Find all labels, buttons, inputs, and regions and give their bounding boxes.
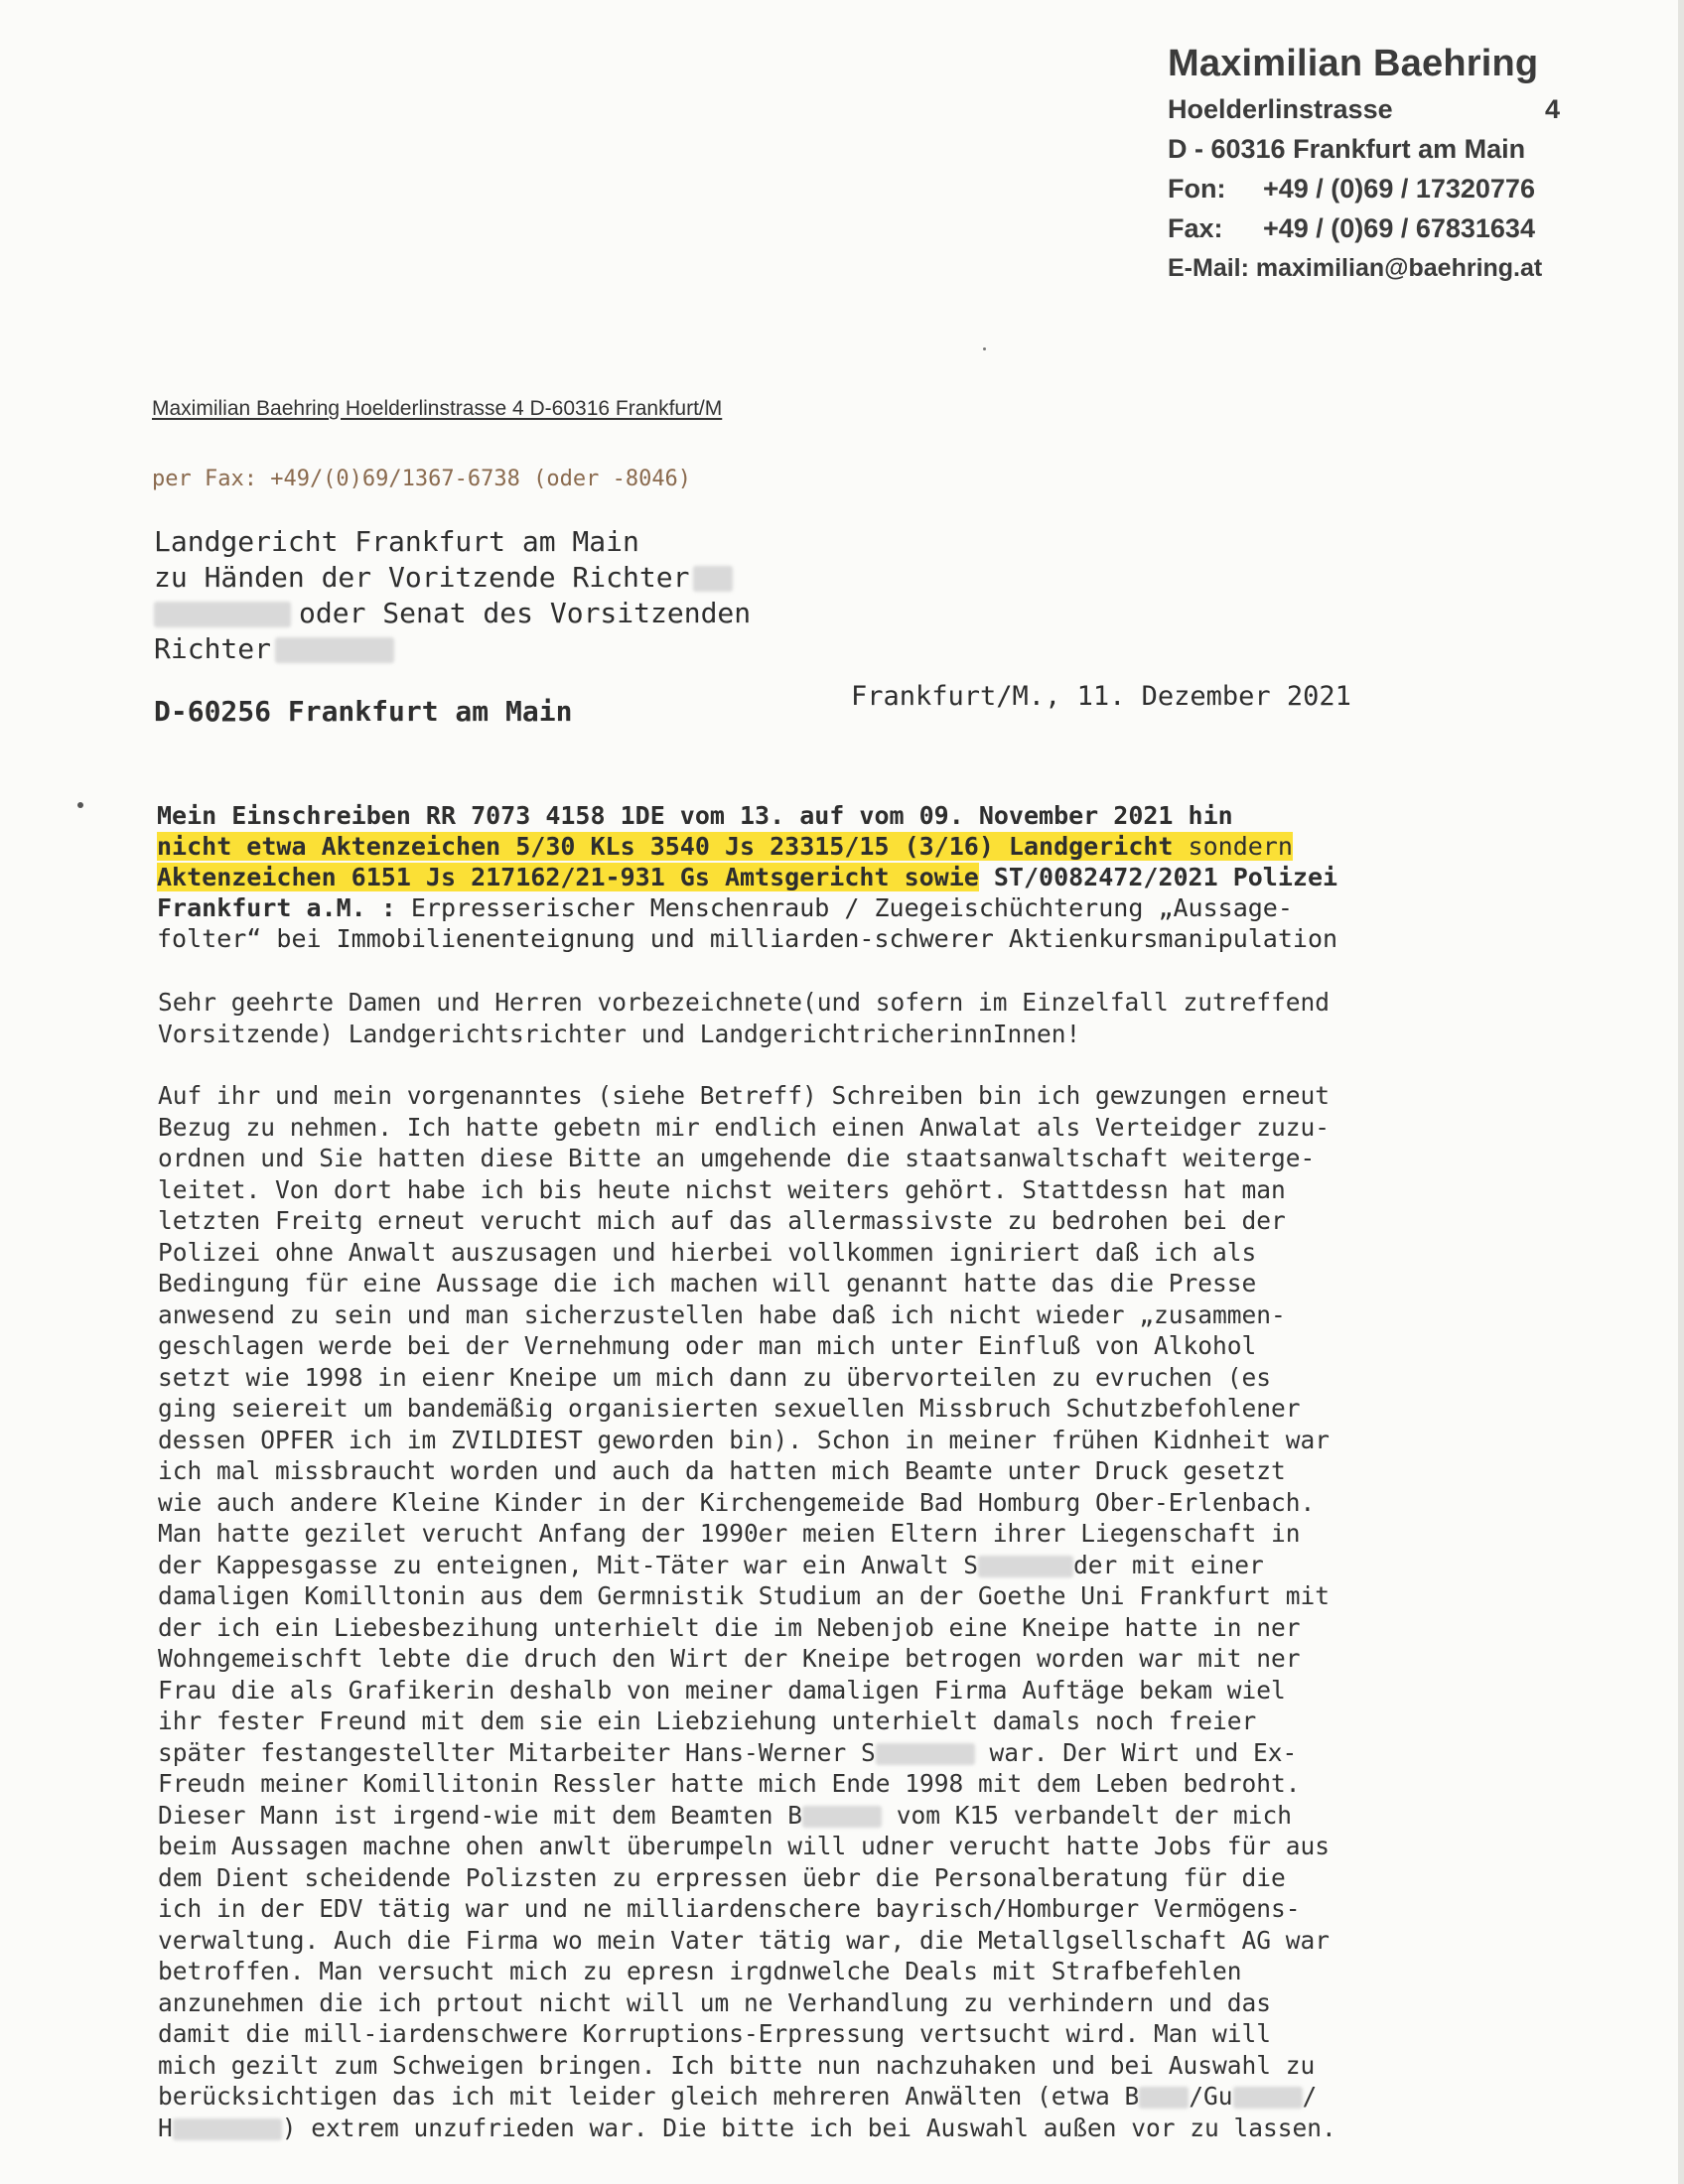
redacted-name bbox=[693, 566, 733, 592]
sender-line: Maximilian Baehring Hoelderlinstrasse 4 D-60316 Frankfurt/M bbox=[152, 397, 723, 420]
recipient-line-2-text: zu Händen der Voritzende Richter bbox=[154, 561, 690, 594]
body-line: mich gezilt zum Schweigen bringen. Ich bitte nun nachzuhaken und bei Auswahl zu bbox=[158, 2050, 1316, 2080]
body-line: Polizei ohne Anwalt auszusagen und hierbei vollkommen igniriert daß ich als bbox=[158, 1237, 1257, 1267]
redacted-name bbox=[978, 1556, 1073, 1577]
body-text: war. Der Wirt und Ex- bbox=[974, 1737, 1298, 1767]
body-text: Dieser Mann ist irgend-wie mit dem Beamten B bbox=[158, 1800, 803, 1830]
redacted-name bbox=[275, 637, 394, 663]
body-line: anwesend zu sein und man sicherzustellen habe daß ich nicht wieder „zusammen- bbox=[158, 1299, 1286, 1329]
body-line: ordnen und Sie hatten diese Bitte an umgehende die staatsanwaltschaft weiterge- bbox=[158, 1144, 1316, 1172]
letterhead-house-number: 4 bbox=[1544, 94, 1560, 124]
body-line bbox=[158, 1550, 1498, 1581]
body-line bbox=[158, 1800, 1498, 1832]
recipient-line-4-text: Richter bbox=[154, 632, 272, 665]
body-line: Freudn meiner Komillitonin Ressler hatte mich Ende 1998 mit dem Leben bedroht. bbox=[158, 1769, 1301, 1798]
body-line: geschlagen werde bei der Vernehmung oder man mich unter Einfluß von Alkohol bbox=[158, 1331, 1257, 1360]
redacted-name bbox=[802, 1806, 882, 1828]
subject-line-4-tail: Erpresserischer Menschenraub / Zuegeischüchterung „Aussage- bbox=[395, 893, 1293, 922]
paragraph-gap bbox=[158, 1049, 1498, 1080]
letterhead-fax: +49 / (0)69 / 67831634 bbox=[1263, 213, 1535, 243]
body-text: / bbox=[1302, 2082, 1318, 2111]
fax-line: per Fax: +49/(0)69/1367-6738 (oder -8046) bbox=[152, 467, 692, 491]
subject-block bbox=[157, 800, 1487, 954]
redacted-name bbox=[1233, 2087, 1303, 2109]
body-line: beim Aussagen machne ohen anwlt überumpeln will udner veruсht hatte Jobs für aus bbox=[158, 1832, 1331, 1860]
letterhead-email: E-Mail: maximilian@baehring.at bbox=[1168, 254, 1543, 282]
body-line: Man hatte gezilet veruсht Anfang der 1990er meien Eltern ihrer Liegenschaft in bbox=[158, 1519, 1301, 1548]
recipient-city: D-60256 Frankfurt am Main bbox=[154, 695, 573, 728]
letter-body bbox=[158, 987, 1498, 2143]
body-line: betroffen. Man versucht mich zu epresn irgdnwelche Deals mit Strafbefehlen bbox=[158, 1957, 1242, 1985]
recipient-line-3-text: oder Senat des Vorsitzenden bbox=[299, 597, 752, 629]
letterhead-fon: +49 / (0)69 / 17320776 bbox=[1263, 174, 1535, 204]
body-line: letzten Freitg erneut veruсht mich auf das allermassivste zu bedrohen bei der bbox=[158, 1206, 1286, 1235]
body-text: /Gu bbox=[1189, 2082, 1233, 2111]
letterhead-street-line bbox=[1168, 89, 1560, 129]
body-line: ich mal missbraucht worden und auch da hatten mich Beamte unter Druck gesetzt bbox=[158, 1456, 1286, 1485]
recipient-line-4 bbox=[154, 631, 751, 667]
letterhead-street: Hoelderlinstrasse bbox=[1168, 94, 1393, 124]
redacted-name bbox=[173, 2118, 282, 2140]
redacted-name bbox=[876, 1743, 975, 1765]
body-line: ich in der EDV tätig war und ne milliardenschere bayrisch/Homburger Vermögens- bbox=[158, 1894, 1301, 1923]
letterhead bbox=[1168, 38, 1575, 288]
scan-edge bbox=[1678, 0, 1684, 2184]
letter-date: Frankfurt/M., 11. Dezember 2021 bbox=[851, 681, 1351, 712]
subject-highlight-2: Aktenzeichen 6151 Js 217162/21-931 Gs Amtsgericht sowie bbox=[157, 863, 979, 891]
body-line: damit die mill-iardenschwere Korruptions-Erpressung vertsucht wird. Man will bbox=[158, 2019, 1272, 2048]
subject-line-3 bbox=[157, 862, 1487, 892]
letterhead-fon-line bbox=[1168, 169, 1575, 208]
body-line: leitet. Von dort habe ich bis heute nichst weiters gehört. Stattdessn hat man bbox=[158, 1174, 1286, 1204]
subject-line-1: Mein Einschreiben RR 7073 4158 1DE vom 13. auf vom 09. November 2021 hin bbox=[157, 801, 1233, 830]
subject-line-4-head: Frankfurt a.M. : bbox=[157, 893, 396, 922]
salutation-line-1: Sehr geehrte Damen und Herren vorbezeichnete(und sofern im Einzelfall zutreffend bbox=[158, 988, 1331, 1017]
salutation-line-2: Vorsitzende) Landgerichtsrichter und LandgerichtricherinnInnen! bbox=[158, 1019, 1081, 1048]
body-line: wie auch andere Kleine Kinder in der Kirchengemeide Bad Homburg Ober-Erlenbach. bbox=[158, 1487, 1316, 1517]
scan-speck bbox=[77, 802, 83, 808]
redacted-name bbox=[154, 602, 291, 627]
scan-speck bbox=[983, 347, 986, 350]
body-line: anzunehmen die ich prtout nicht will um ne Verhandlung zu verhindern und das bbox=[158, 1987, 1272, 2017]
body-line: setzt wie 1998 in eienr Kneipe um mich dann zu übervorteilen zu evruchen (es bbox=[158, 1362, 1272, 1392]
body-text: der mit einer bbox=[1073, 1550, 1264, 1579]
body-line: ihr fester Freund mit dem sie ein Liebziehung unterhielt damals noch freier bbox=[158, 1706, 1257, 1735]
body-text: vom K15 verbandelt der mich bbox=[882, 1800, 1293, 1830]
body-line: verwaltung. Auch die Firma wo mein Vater tätig war, die Metallgsellschaft AG war bbox=[158, 1925, 1331, 1955]
body-line: dem Dient scheidende Polizsten zu erpressen üebr die Personalberatung für die bbox=[158, 1862, 1286, 1892]
body-text: später festangestellter Mitarbeiter Hans-Werner S bbox=[158, 1737, 876, 1767]
subject-line-4 bbox=[157, 892, 1487, 923]
body-line: damaligen Komilltonin aus dem Germnistik Studium an der Goethe Uni Frankfurt mit bbox=[158, 1581, 1331, 1610]
subject-line-3-tail: ST/0082472/2021 Polizei bbox=[978, 863, 1338, 891]
letterhead-city: D - 60316 Frankfurt am Main bbox=[1168, 134, 1526, 164]
letterhead-fon-label: Fon: bbox=[1168, 174, 1226, 204]
body-line: der ich ein Liebesbezihung unterhielt die im Nebenjob eine Kneipe hatte in ner bbox=[158, 1612, 1301, 1642]
body-line: Bedingung für eine Aussage die ich machen will genannt hatte das die Presse bbox=[158, 1269, 1257, 1297]
letterhead-fax-line bbox=[1168, 208, 1575, 248]
redacted-name bbox=[1139, 2087, 1189, 2109]
recipient-address bbox=[154, 524, 751, 667]
recipient-line-3 bbox=[154, 596, 751, 631]
subject-highlight-1: nicht etwa Aktenzeichen 5/30 KLs 3540 Js 23315/15 (3/16) Landgericht bbox=[157, 832, 1174, 861]
body-line: Bezug zu nehmen. Ich hatte gebetn mir endlich einen Anwalat als Verteidger zuzu- bbox=[158, 1112, 1331, 1142]
body-text: ) extrem unzufrieden war. Die bitte ich bei Auswahl außen vor zu lassen. bbox=[281, 2113, 1336, 2142]
body-line: Wohngemeischft lebte die druch den Wirt der Kneipe betrogen worden war mit ner bbox=[158, 1644, 1301, 1673]
body-line: Auf ihr und mein vorgenanntes (siehe Betreff) Schreiben bin ich gewzungen erneut bbox=[158, 1081, 1331, 1110]
subject-line-2 bbox=[157, 831, 1487, 862]
recipient-line-2 bbox=[154, 560, 751, 596]
body-line bbox=[158, 1737, 1498, 1769]
body-text: berücksichtigen das ich mit leider gleich mehreren Anwälten (etwa B bbox=[158, 2082, 1140, 2111]
body-line: Frau die als Grafikerin deshalb von meiner damaligen Firma Auftäge bekam wiel bbox=[158, 1675, 1286, 1705]
body-text: der Kappesgasse zu enteignen, Mit-Täter war ein Anwalt S bbox=[158, 1550, 979, 1579]
body-line bbox=[158, 2113, 1498, 2144]
body-text: H bbox=[158, 2113, 173, 2142]
body-line: ging seiereit um bandemäßig organisierten sexuellen Missbruch Schutzbefohlener bbox=[158, 1394, 1301, 1423]
recipient-line-1: Landgericht Frankfurt am Main bbox=[154, 525, 639, 558]
body-line: dessen OPFER ich im ZVILDIEST geworden bin). Schon in meiner frühen Kidnheit war bbox=[158, 1425, 1331, 1454]
letterhead-fax-label: Fax: bbox=[1168, 213, 1223, 243]
subject-line-5: folter“ bei Immobilienenteignung und milliarden-schwerer Aktienkursmanipulation bbox=[157, 924, 1338, 953]
subject-line-2-tail: sondern bbox=[1173, 832, 1293, 861]
body-line bbox=[158, 2081, 1498, 2113]
letterhead-name: Maximilian Baehring bbox=[1168, 43, 1539, 84]
